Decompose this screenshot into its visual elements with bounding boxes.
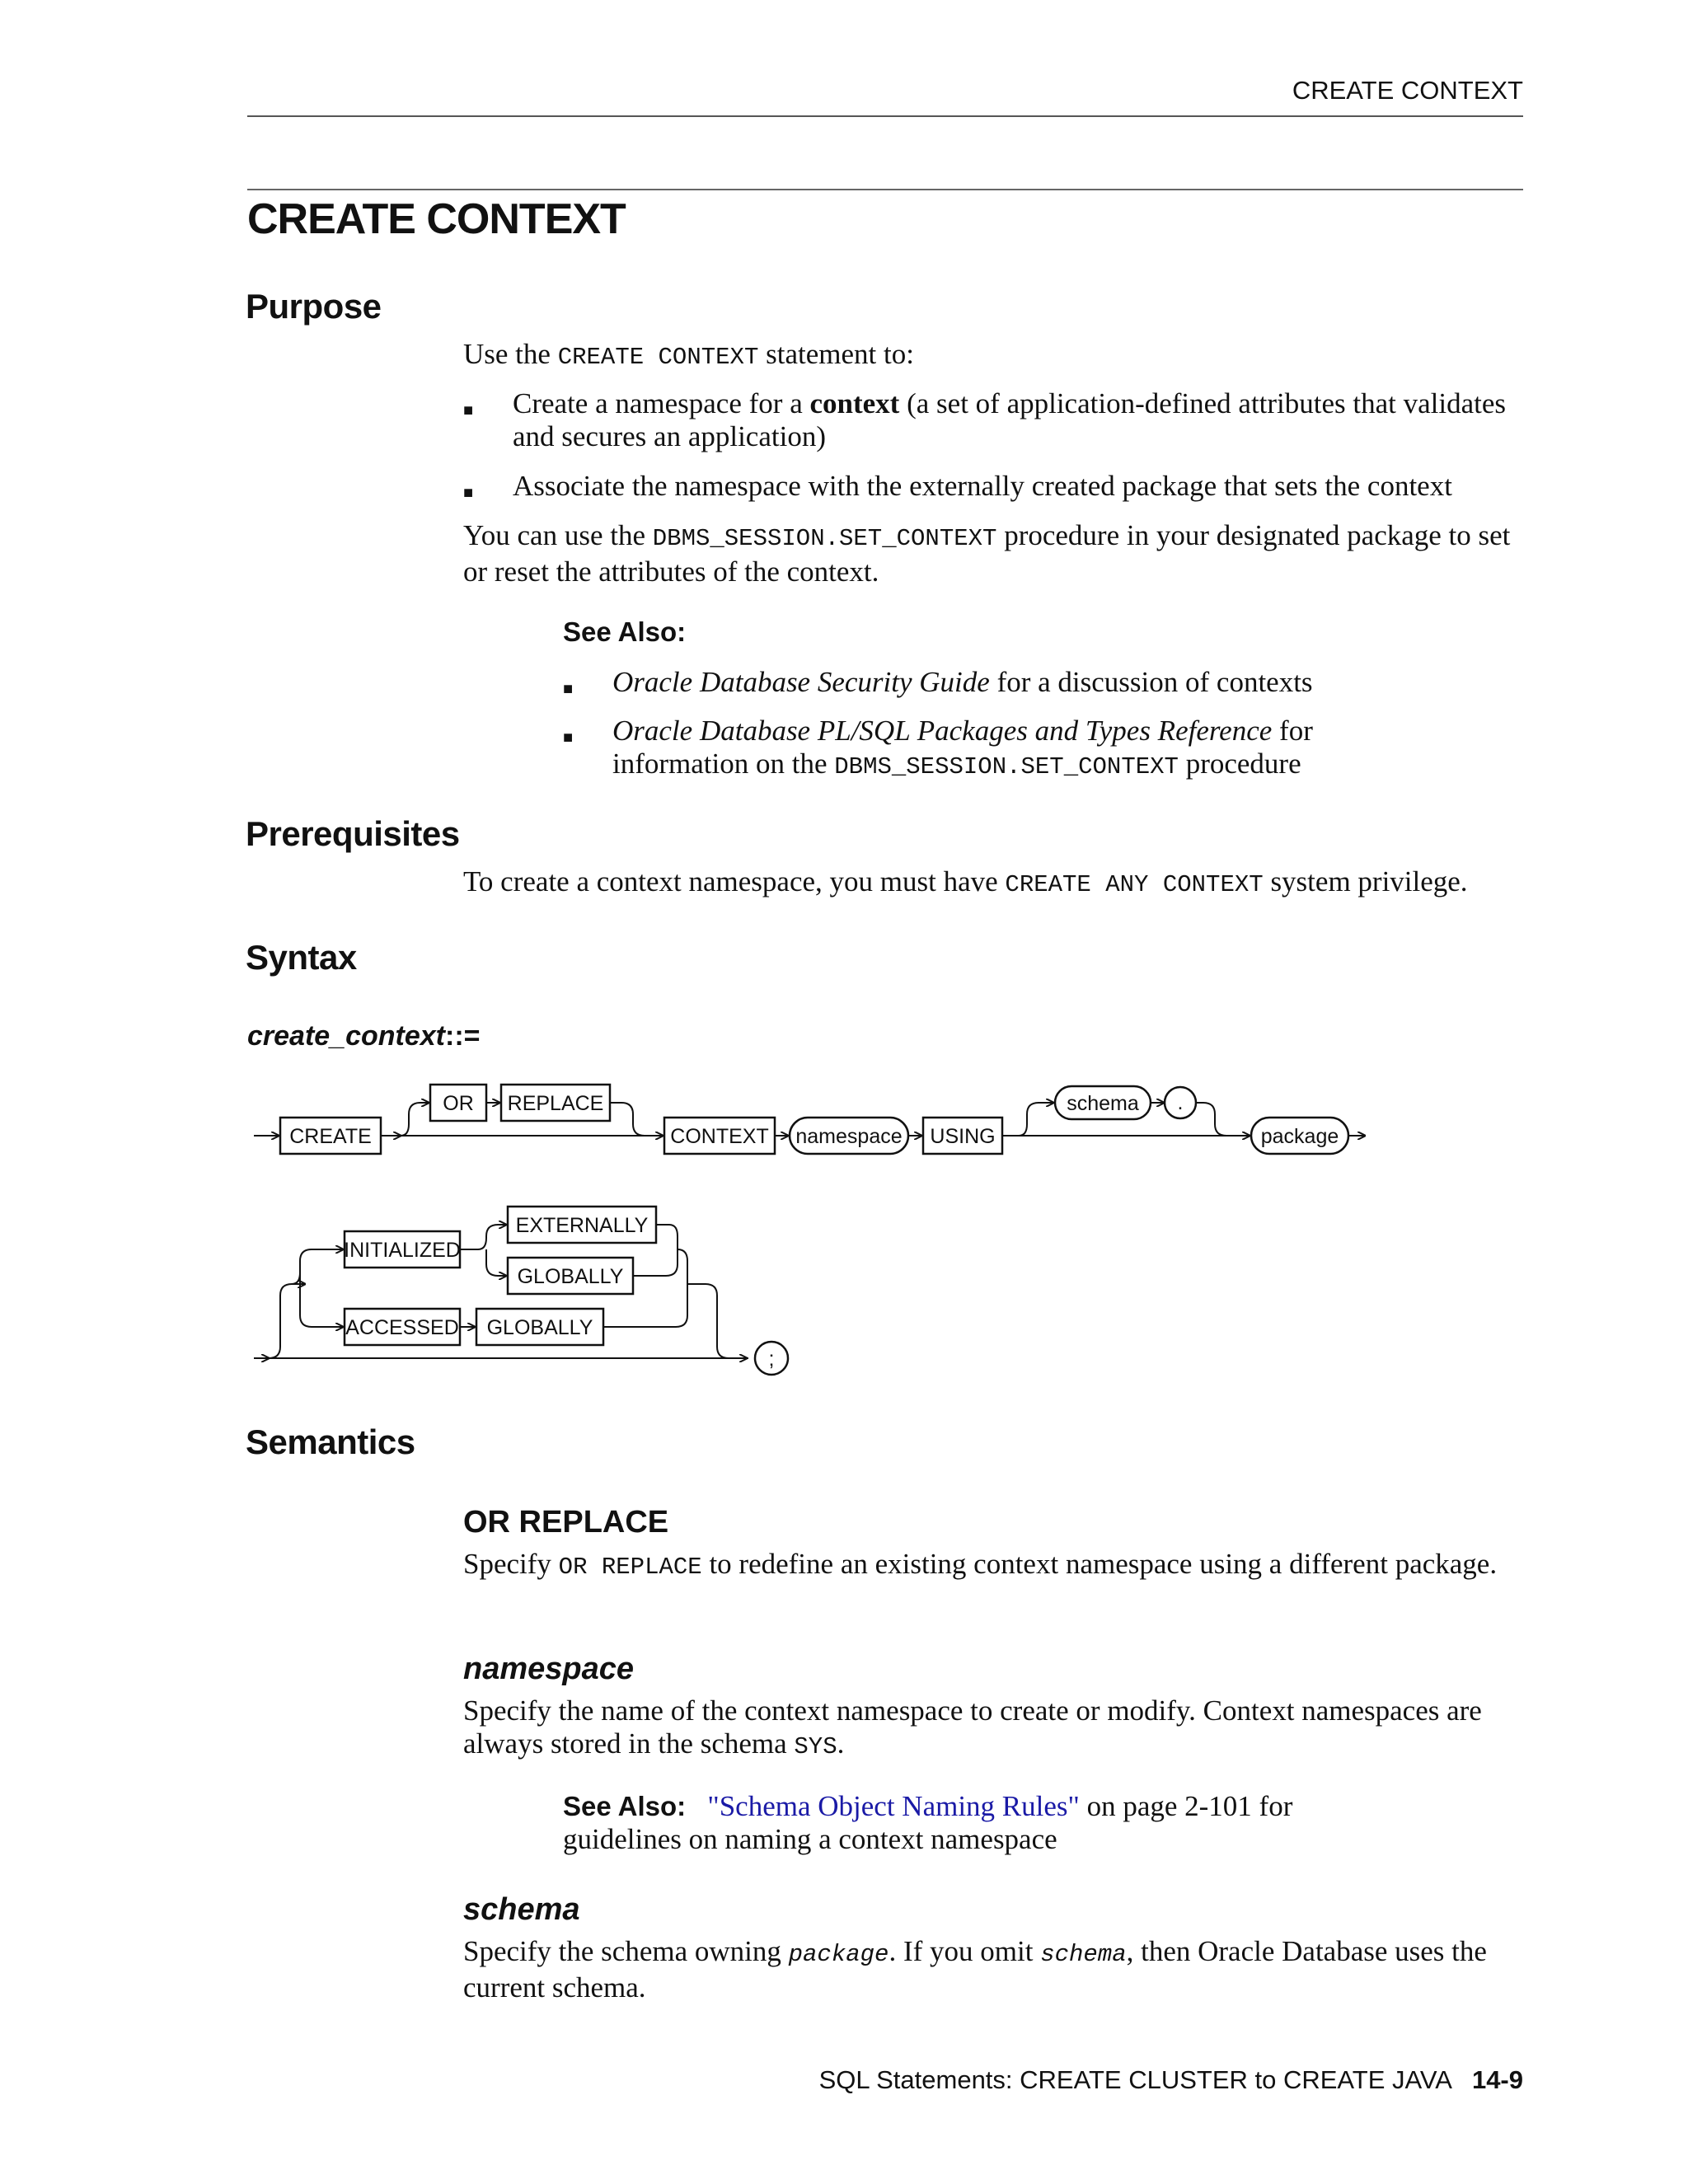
grammar-label: create_context::= [247, 1020, 481, 1052]
svg-text:INITIALIZED: INITIALIZED [344, 1239, 461, 1262]
namespace-heading: namespace [463, 1652, 635, 1686]
see-also-label: See Also: [563, 616, 687, 647]
accessed-keyword [345, 1309, 460, 1345]
prerequisites-heading: Prerequisites [246, 814, 460, 853]
schema-text: Specify the schema owning package. If you omit schema, then Oracle Database uses the current schema. [463, 1935, 1487, 2004]
semantics-heading: Semantics [246, 1422, 415, 1461]
dot-symbol [1165, 1087, 1196, 1118]
svg-text:OR: OR [443, 1092, 474, 1115]
page-footer: SQL Statements: CREATE CLUSTER to CREATE JAVA 14-9 [818, 2065, 1523, 2094]
or-replace-text: Specify OR REPLACE to redefine an existing context namespace using a different package. [463, 1548, 1498, 1581]
or-keyword [430, 1085, 486, 1121]
see-also-item-2: ■ Oracle Database PL/SQL Packages and Types Reference for information on the DBMS_SESSION.SET_CONTEXT procedure [563, 715, 1313, 780]
svg-text:ACCESSED: ACCESSED [345, 1316, 459, 1339]
purpose-bullet-2: ■ Associate the namespace with the externally created package that sets the context [463, 470, 1526, 503]
schema-parameter [1055, 1086, 1151, 1119]
page-title: CREATE CONTEXT [247, 195, 626, 243]
bullet-icon: ■ [563, 729, 574, 747]
running-header: CREATE CONTEXT [1292, 76, 1523, 105]
bullet-icon: ■ [563, 680, 574, 698]
svg-text:REPLACE: REPLACE [507, 1092, 604, 1115]
namespace-text: Specify the name of the context namespace to create or modify. Context namespaces are always stored in the schema SYS. [463, 1694, 1482, 1760]
globally-keyword-2 [476, 1309, 603, 1345]
semicolon-symbol [755, 1342, 788, 1375]
schema-heading: schema [463, 1892, 580, 1927]
initialized-keyword [344, 1231, 461, 1268]
svg-text:GLOBALLY: GLOBALLY [517, 1265, 624, 1288]
page-number: 14-9 [1471, 2065, 1523, 2094]
svg-text:CONTEXT: CONTEXT [670, 1125, 769, 1148]
or-replace-heading: OR REPLACE [463, 1505, 669, 1540]
purpose-heading: Purpose [246, 287, 382, 326]
svg-text:namespace: namespace [795, 1125, 903, 1148]
svg-text:EXTERNALLY: EXTERNALLY [515, 1214, 649, 1237]
header-rule [247, 115, 1523, 117]
package-parameter [1251, 1118, 1348, 1154]
syntax-heading: Syntax [246, 938, 357, 977]
bullet-icon: ■ [463, 484, 474, 502]
replace-keyword [501, 1085, 610, 1121]
svg-text:schema: schema [1067, 1092, 1139, 1115]
svg-text:.: . [1177, 1091, 1184, 1114]
purpose-intro: Use the CREATE CONTEXT statement to: [463, 338, 914, 371]
svg-text:GLOBALLY: GLOBALLY [486, 1316, 593, 1339]
prerequisites-text: To create a context namespace, you must have CREATE ANY CONTEXT system privilege. [463, 865, 1468, 898]
title-rule [247, 189, 1523, 190]
syntax-railroad-diagram [239, 1071, 1393, 1401]
schema-object-naming-rules-link[interactable]: "Schema Object Naming Rules" [707, 1790, 1080, 1822]
purpose-paragraph-2: You can use the DBMS_SESSION.SET_CONTEXT procedure in your designated package to set or reset the attributes of the context. [463, 519, 1511, 588]
svg-text:CREATE: CREATE [289, 1125, 372, 1148]
see-also-item-1: ■ Oracle Database Security Guide for a discussion of contexts [563, 666, 1387, 699]
svg-text:USING: USING [930, 1125, 996, 1148]
namespace-parameter [790, 1118, 908, 1154]
bullet-icon: ■ [463, 401, 474, 419]
purpose-bullet-1: ■ Create a namespace for a context (a set of application-defined attributes that validates and secures an application) [463, 387, 1507, 452]
namespace-see-also: See Also: "Schema Object Naming Rules" on page 2-101 for guidelines on naming a context namespace [563, 1790, 1293, 1855]
globally-keyword-1 [508, 1258, 633, 1294]
create-keyword [280, 1118, 381, 1154]
svg-text:package: package [1260, 1125, 1339, 1148]
externally-keyword [508, 1207, 656, 1243]
svg-text:;: ; [768, 1347, 775, 1371]
context-keyword [664, 1118, 775, 1154]
using-keyword [923, 1118, 1002, 1154]
